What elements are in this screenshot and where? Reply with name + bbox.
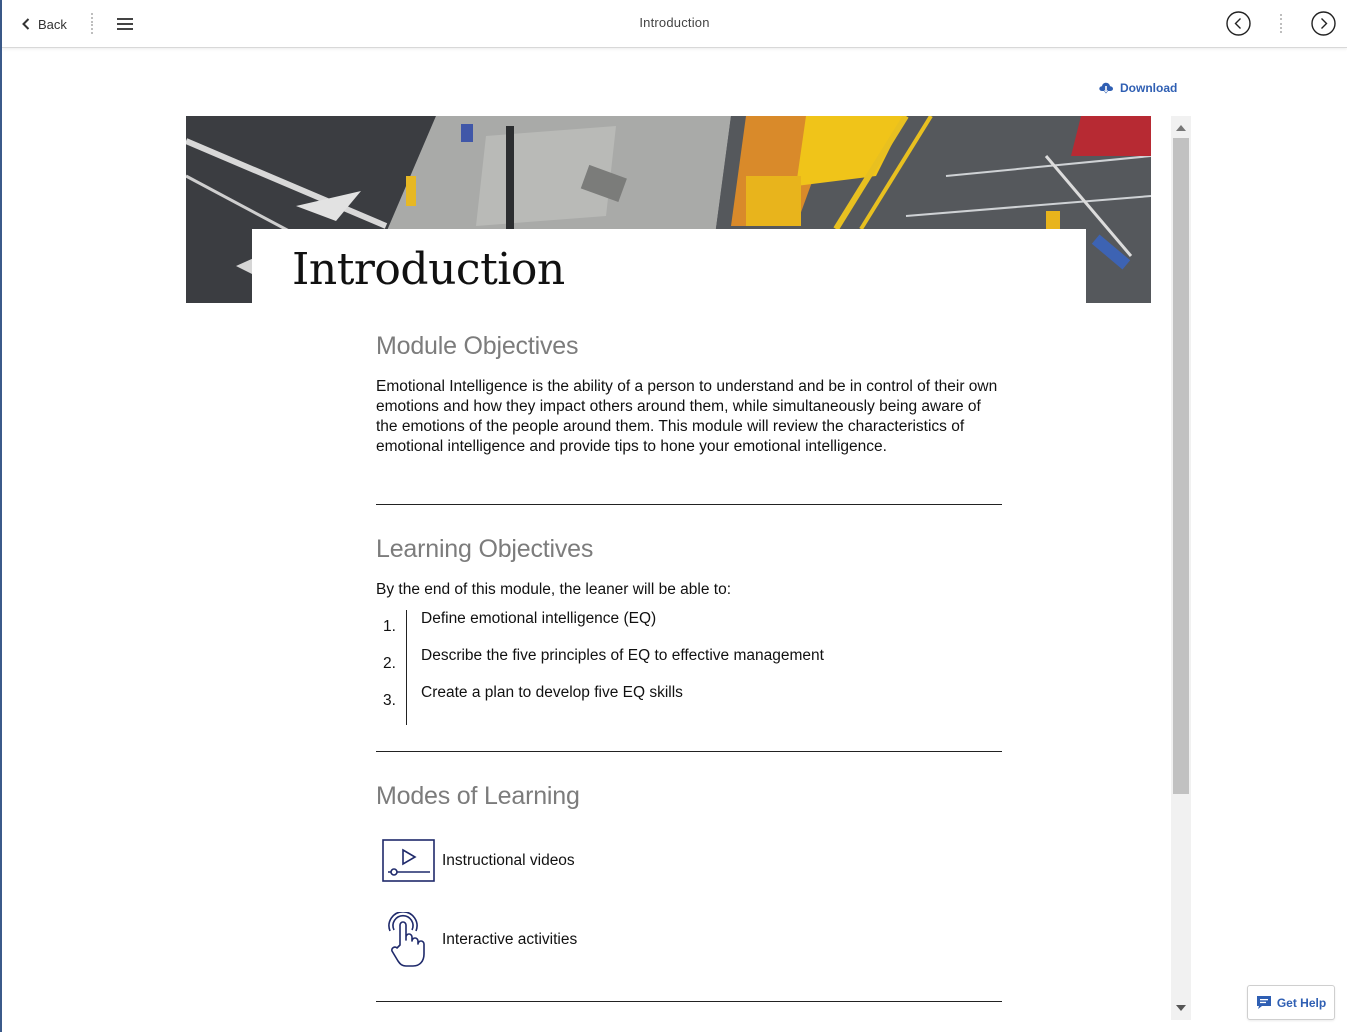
learning-objectives-section [376, 535, 1002, 564]
page-title: Introduction [292, 244, 565, 295]
module-objectives-section [376, 332, 1002, 361]
window-left-edge [0, 0, 2, 1032]
list-item [376, 647, 1002, 672]
scroll-down-button[interactable] [1171, 998, 1191, 1018]
triangle-down-icon [1176, 1005, 1186, 1011]
triangle-up-icon [1176, 125, 1186, 131]
module-objectives-body: Emotional Intelligence is the ability of a person to understand and be in control of their own emotions and how they impact others around them, while simultaneously being aware of the emotions of the people around them. This module will review the characteristics of emotional intelligence and provide tips to hone your emotional intelligence. [376, 378, 998, 455]
previous-page-button[interactable] [1226, 11, 1251, 36]
content-frame [186, 116, 1171, 1020]
list-item-text: Create a plan to develop five EQ skills [421, 684, 683, 701]
get-help-button[interactable] [1247, 985, 1335, 1020]
list-item-number: 3. [383, 692, 396, 709]
learning-objectives-heading: Learning Objectives [376, 535, 594, 563]
learning-objectives-intro: By the end of this module, the leaner will be able to: [376, 581, 731, 598]
video-player-icon [382, 839, 436, 883]
get-help-label: Get Help [1276, 995, 1327, 1010]
touch-hand-icon [382, 912, 430, 968]
chat-bubble-icon [1256, 995, 1272, 1010]
mode-item-activities [382, 914, 577, 966]
cloud-download-icon [1098, 81, 1114, 95]
module-objectives-heading: Module Objectives [376, 332, 579, 360]
chevron-circle-right-icon [1311, 11, 1336, 36]
modes-of-learning-section [376, 782, 1002, 811]
download-label: Download [1120, 81, 1178, 95]
modes-of-learning-heading: Modes of Learning [376, 782, 580, 810]
content-scrollbar[interactable] [1171, 116, 1191, 1020]
top-bar [2, 0, 1347, 48]
list-item [376, 684, 1002, 709]
mode-item-videos [382, 835, 575, 887]
download-link[interactable] [1098, 81, 1177, 95]
module-objectives-body-wrap [376, 377, 1002, 457]
mode-label: Interactive activities [442, 931, 578, 948]
learning-objectives-intro-wrap [376, 580, 1002, 600]
scroll-up-button[interactable] [1171, 118, 1191, 138]
back-label: Back [38, 16, 67, 32]
section-divider [376, 751, 1002, 752]
list-item-number: 1. [383, 618, 396, 635]
mode-label: Instructional videos [442, 852, 575, 869]
chevron-circle-left-icon [1226, 11, 1251, 36]
list-item-number: 2. [383, 655, 396, 672]
list-item-text: Define emotional intelligence (EQ) [421, 610, 657, 627]
divider-dots-right [1280, 14, 1283, 33]
page-title-bar: Introduction [639, 15, 710, 30]
list-item [376, 610, 1002, 635]
next-page-button[interactable] [1311, 11, 1336, 36]
section-divider [376, 1001, 1002, 1002]
scroll-thumb[interactable] [1173, 138, 1189, 794]
section-divider [376, 504, 1002, 505]
list-item-text: Describe the five principles of EQ to effective management [421, 647, 824, 664]
